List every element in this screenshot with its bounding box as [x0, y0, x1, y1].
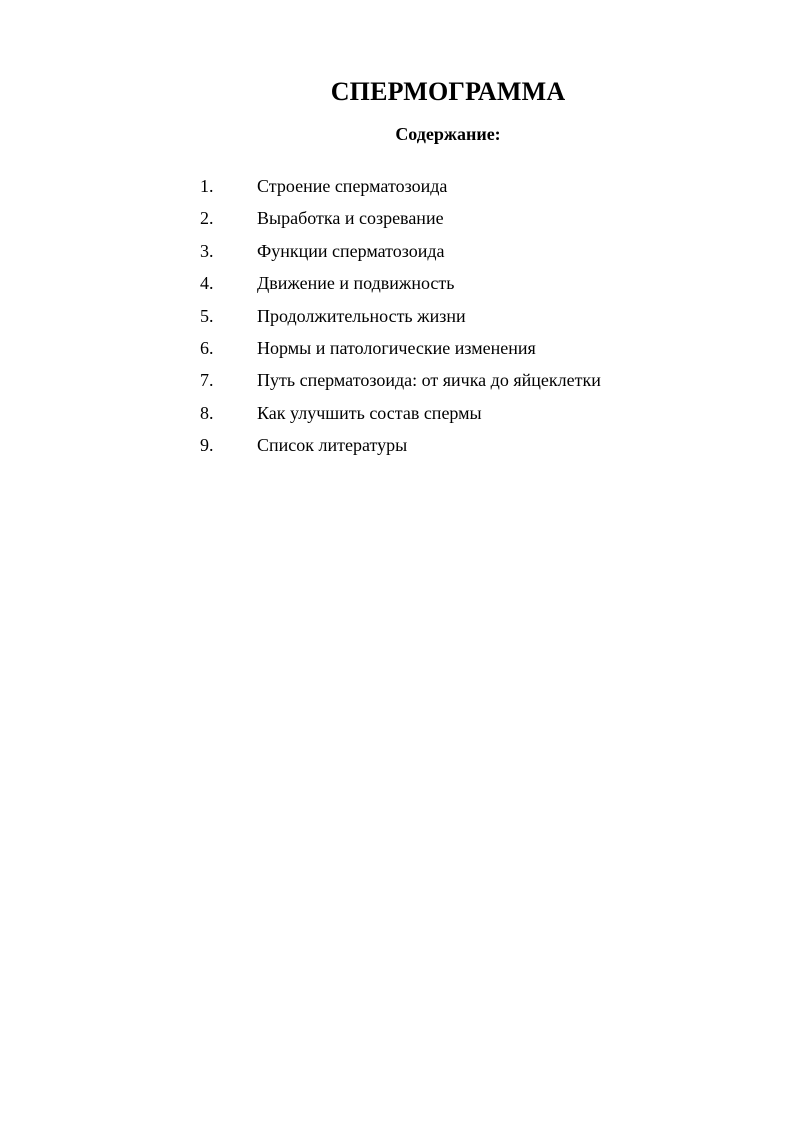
toc-item-number: 2.: [200, 208, 214, 229]
toc-item-number: 6.: [200, 337, 214, 358]
document-title: СПЕРМОГРАММА: [330, 77, 566, 106]
toc-item-number: 1.: [200, 176, 214, 196]
toc-item-text: Движение и подвижность: [257, 273, 455, 294]
toc-item-number: 3.: [200, 240, 214, 261]
toc-heading: Содержание:: [395, 124, 501, 144]
toc-item-text: Список литературы: [257, 435, 408, 456]
toc-item-number: 5.: [200, 305, 214, 326]
toc-item-number: 4.: [200, 273, 214, 294]
toc-item-text: Путь сперматозоида: от яичка до яйцеклетки: [257, 370, 601, 391]
toc-item-text: Продолжительность жизни: [257, 305, 466, 326]
toc-item-text: Функции сперматозоида: [257, 240, 445, 261]
toc-item-text: Как улучшить состав спермы: [257, 402, 482, 423]
toc-item-text: Строение сперматозоида: [257, 176, 448, 196]
toc-item-number: 7.: [200, 370, 214, 391]
toc-item-number: 8.: [200, 402, 214, 423]
toc-item-text: Нормы и патологические изменения: [257, 337, 536, 358]
toc-item-text: Выработка и созревание: [257, 208, 444, 229]
toc-item-number: 9.: [200, 435, 214, 456]
